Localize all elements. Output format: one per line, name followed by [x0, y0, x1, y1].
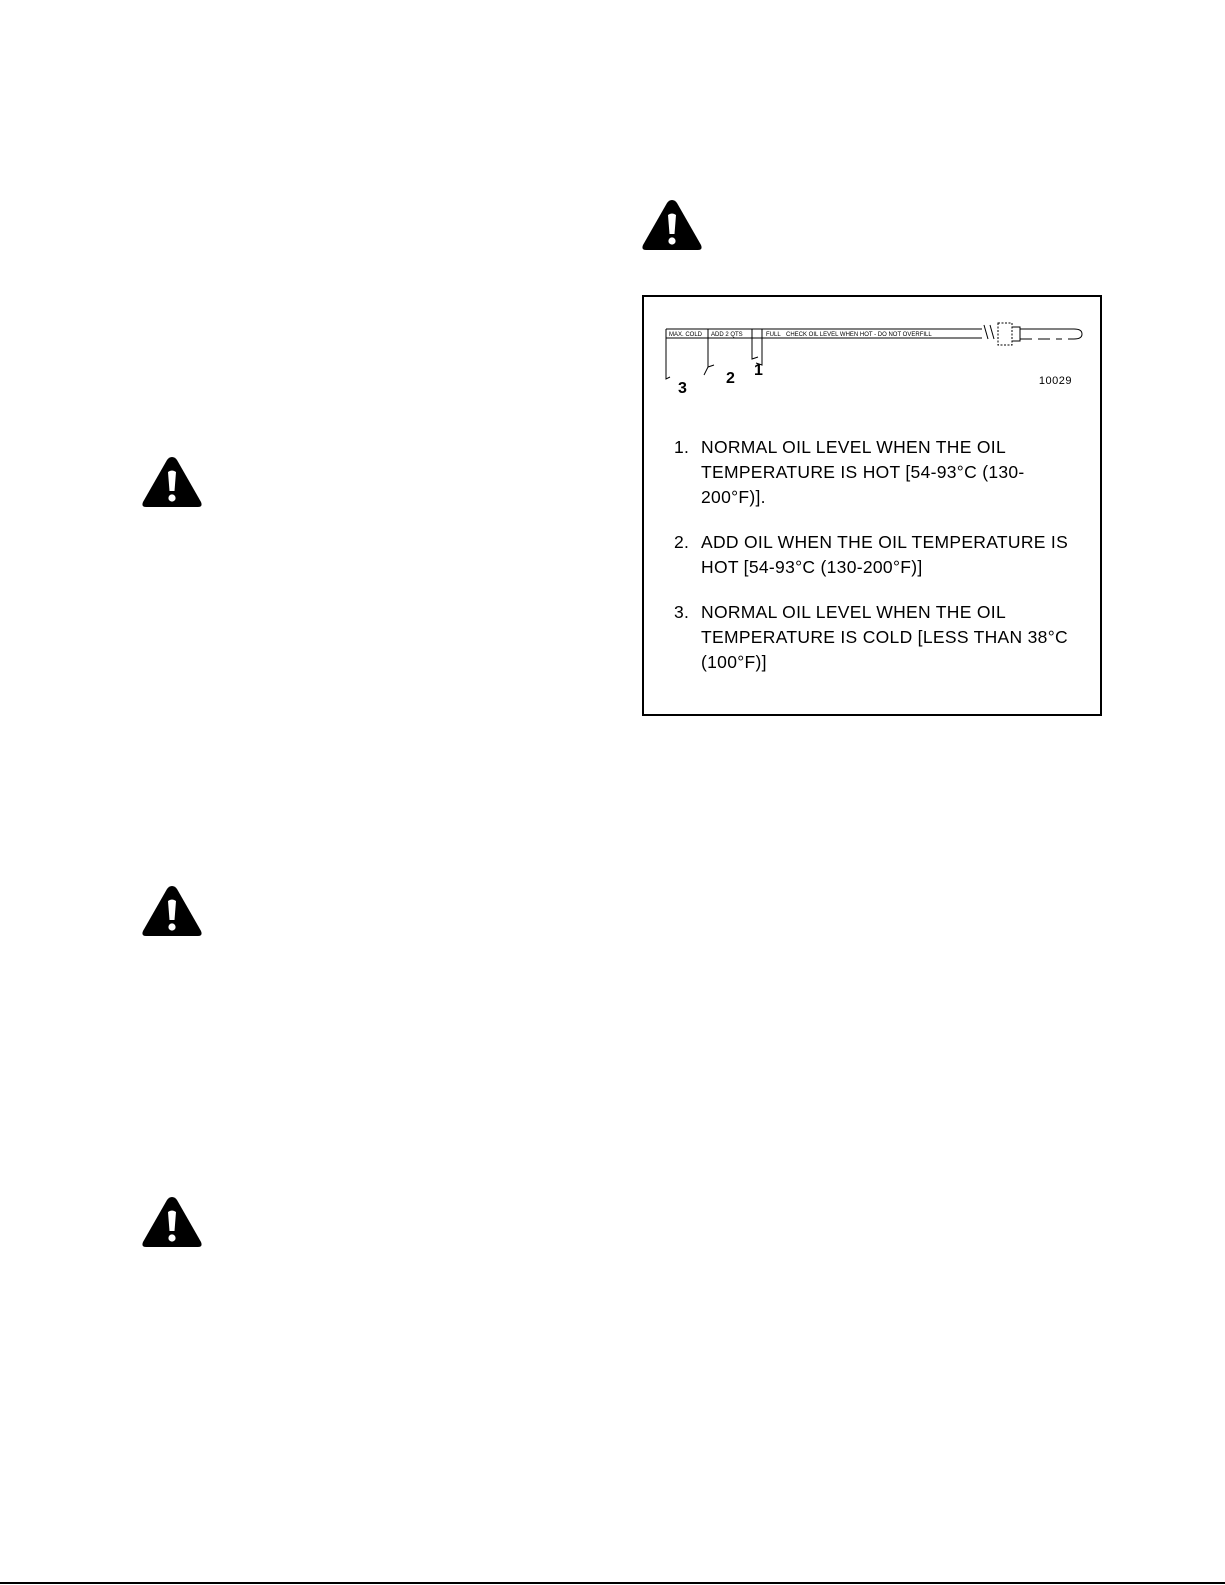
dipstick-mark-full: FULL: [766, 332, 781, 338]
dipstick-mark-check: CHECK OIL LEVEL WHEN HOT - DO NOT OVERFILL: [786, 332, 932, 338]
dipstick-mark-add: ADD 2 QTS: [711, 332, 743, 338]
warning-triangle-icon: [140, 1194, 204, 1250]
figure-legend: [674, 435, 1094, 695]
legend-item: [674, 600, 1094, 675]
legend-number: 2.: [674, 532, 690, 552]
dipstick-mark-max-cold: MAX. COLD: [669, 332, 703, 338]
figure-id: 10029: [1038, 375, 1072, 387]
legend-item: [674, 435, 1094, 510]
legend-item: [674, 530, 1094, 580]
callout-2: 2: [726, 370, 735, 387]
dipstick-figure: [642, 295, 1102, 716]
warning-triangle-icon: [140, 883, 204, 939]
warning-triangle-icon: [640, 197, 704, 253]
callout-1: 1: [754, 362, 763, 379]
legend-text: ADD OIL WHEN THE OIL TEMPERATURE IS HOT [54-93°C (130-200°F)]: [701, 532, 1069, 577]
legend-text: NORMAL OIL LEVEL WHEN THE OIL TEMPERATURE IS COLD [LESS THAN 38°C (100°F)]: [701, 602, 1068, 672]
dipstick-illustration: [664, 319, 1104, 399]
legend-number: 1.: [674, 437, 690, 457]
legend-text: NORMAL OIL LEVEL WHEN THE OIL TEMPERATURE IS HOT [54-93°C (130- 200°F)].: [701, 437, 1025, 507]
legend-number: 3.: [674, 602, 690, 622]
warning-triangle-icon: [140, 454, 204, 510]
callout-3: 3: [678, 380, 687, 397]
page-bottom-rule: [0, 1582, 1225, 1584]
